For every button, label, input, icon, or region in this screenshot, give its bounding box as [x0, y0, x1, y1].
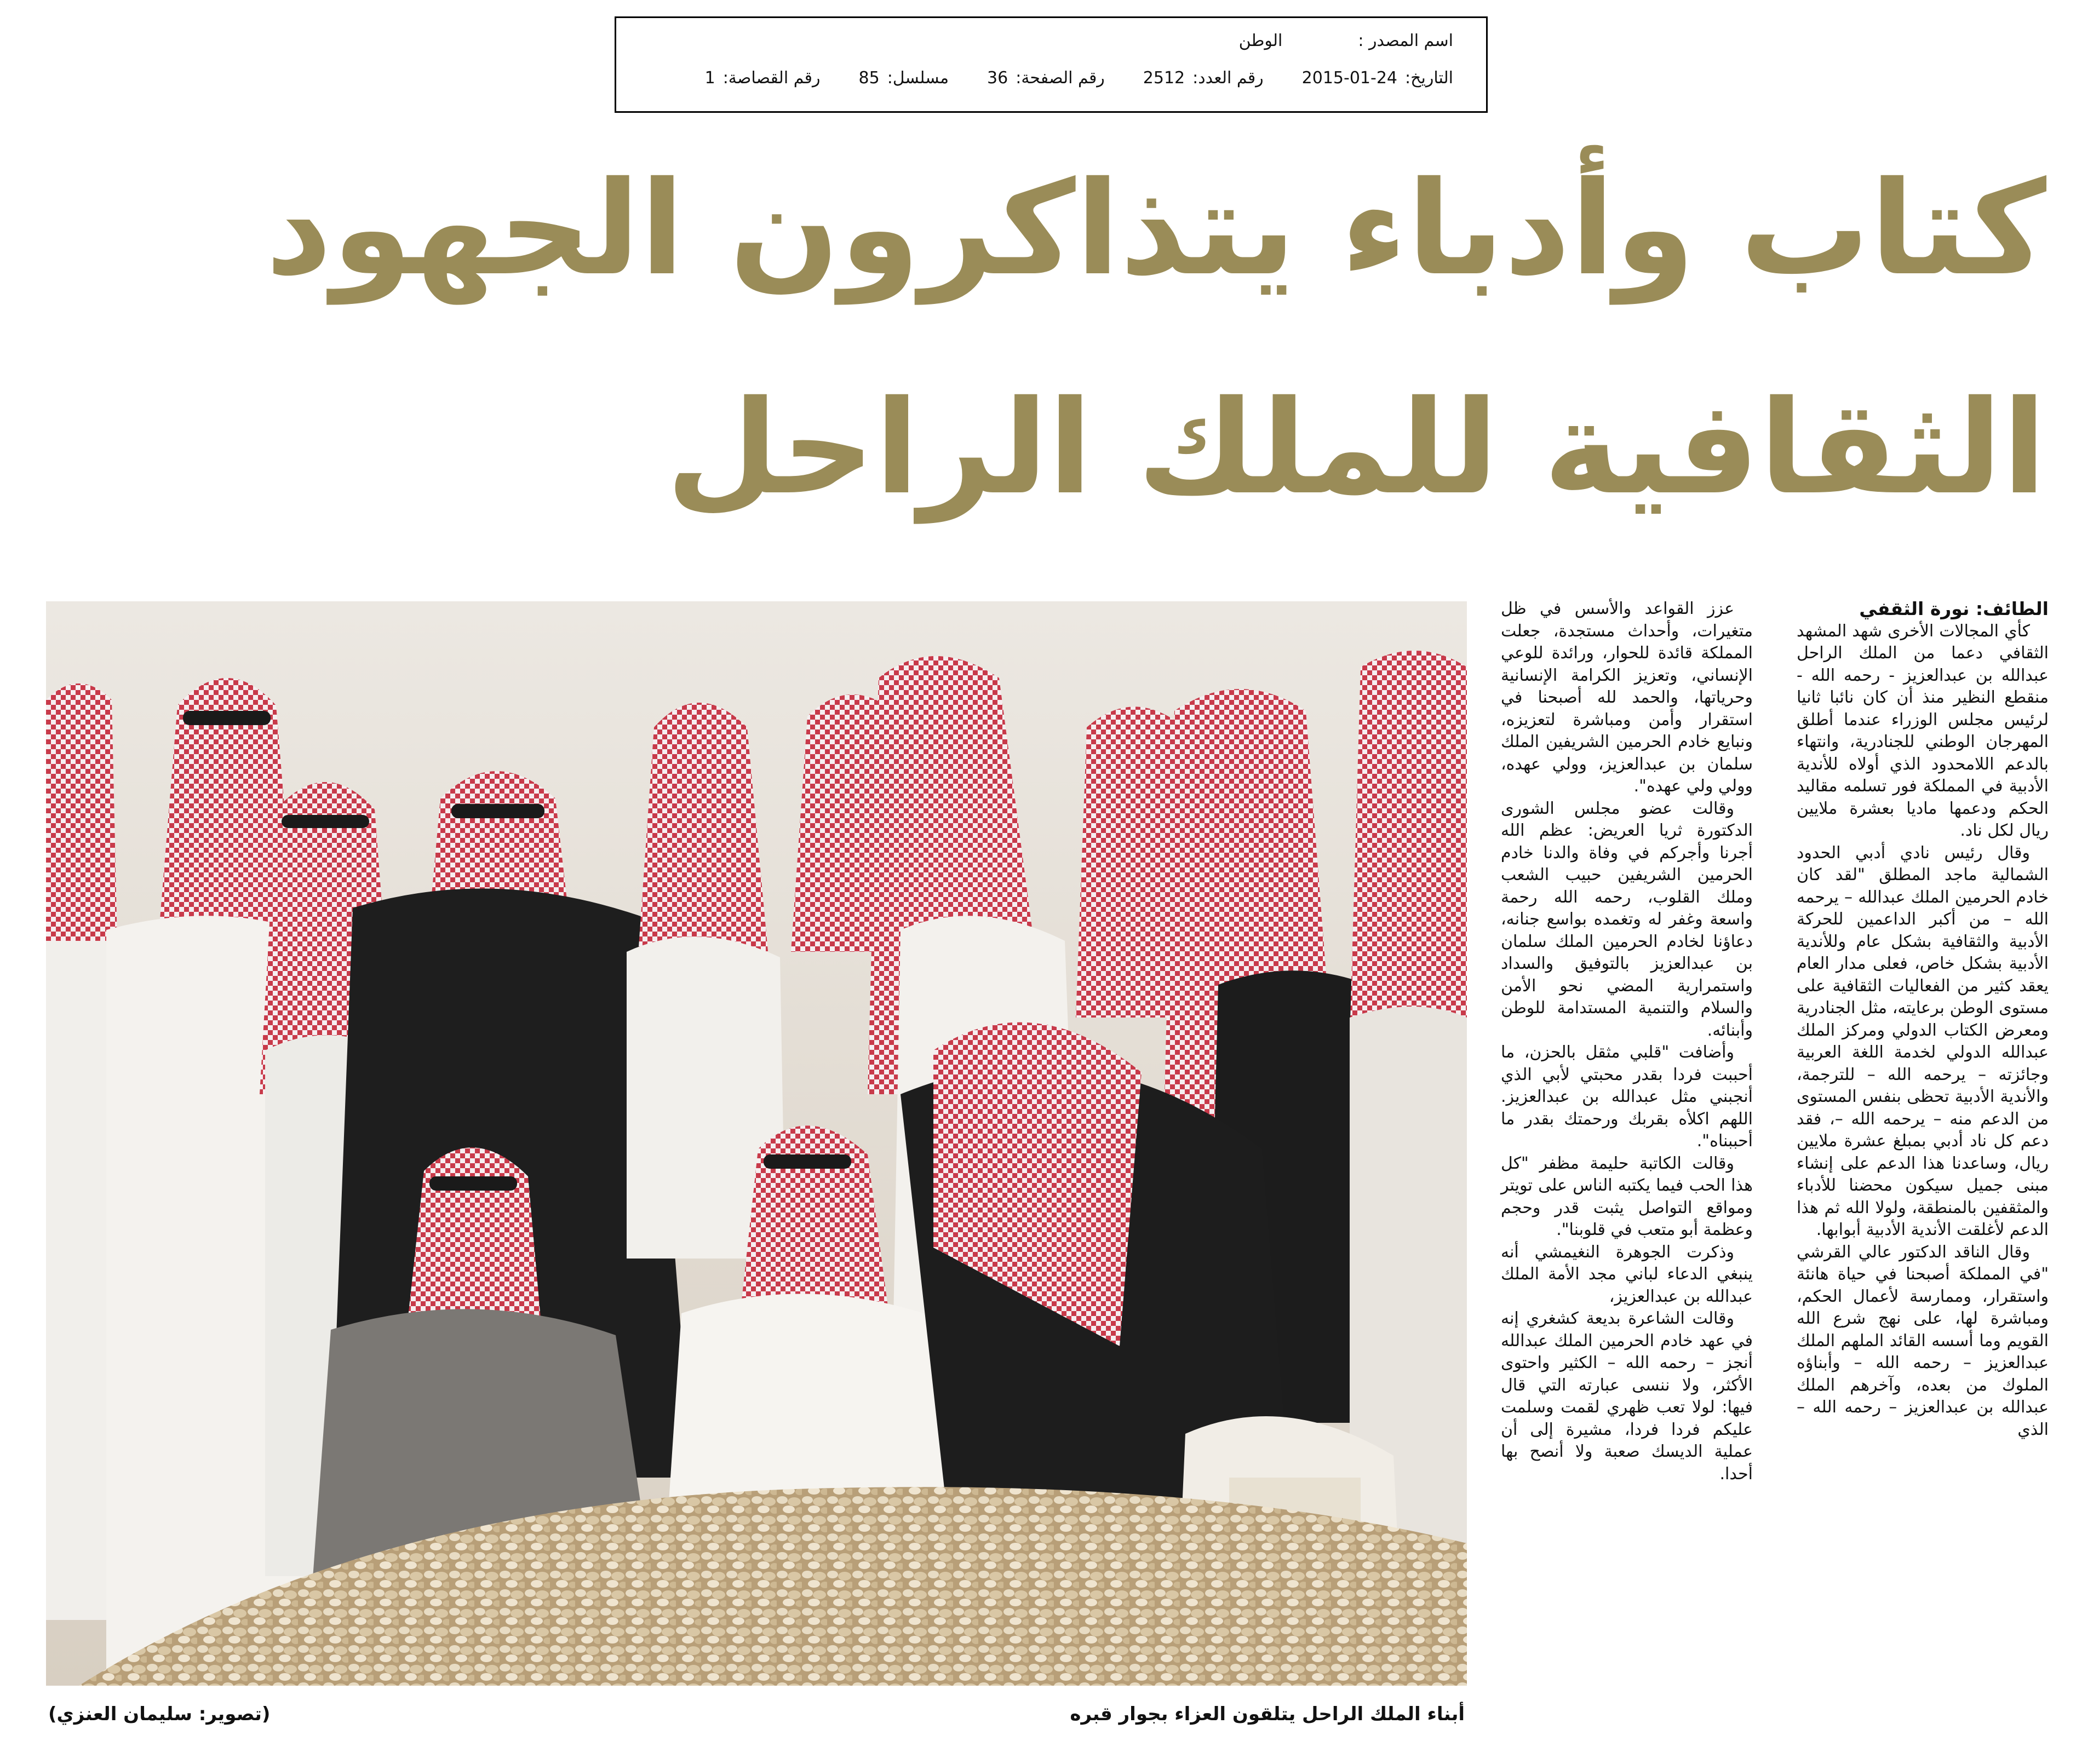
page-field	[987, 68, 1105, 88]
headline-line-1: كتاب وأدباء يتذاكرون الجهود	[265, 153, 2046, 304]
paragraph: وقالت الشاعرة بديعة كشغري إنه في عهد خادم الحرمين الملك عبدالله أنجز – رحمه الله – الكثير واحتوى الأكثر، ولا ننسى عبارته التي قال فيها: لولا تعب ظهري لقمت وسلمت عليكم فردا فردا، مشيرة إلى أن عملية الديسك صعبة ولا أنصح بها أحدا.	[1501, 1309, 1753, 1484]
clip-label: رقم القصاصة:	[722, 68, 821, 88]
paragraph: وقالت عضو مجلس الشورى الدكتورة ثريا العريض: عظم الله أجرنا وأجركم في وفاة والدنا خادم الحرمين الشريفين حبيب الشعب وملك القلوب، رحمه الله رحمة واسعة وغفر له وتغمده بواسع جنانه، دعاؤنا لخادم الحرمين الملك سلمان بن عبدالعزيز بالتوفيق والسداد واستمرارية المضي نحو الأمن والسلام والتنمية المستدامة للوطن وأبنائه.	[1501, 798, 1753, 1040]
source-name-label: اسم المصدر :	[1358, 31, 1453, 50]
source-meta-row	[649, 68, 1453, 88]
date-field	[1302, 68, 1453, 88]
paragraph: وقال رئيس نادي أدبي الحدود الشمالية ماجد المطلق "لقد كان خادم الحرمين الملك عبدالله – يرحمه الله – من أكبر الداعمين للحركة الأدبية والثقافية بشكل عام وللأندية الأدبية بشكل خاص، فعلى مدار العام يعقد كثير من الفعاليات الثقافية على مستوى الوطن برعايته، مثل الجنادرية ومعرض الكتاب الدولي ومركز الملك عبدالله الدولي لخدمة اللغة العربية وجائزته – يرحمه الله – للترجمة، والأندية الأدبية تحظى بنفس المستوى من الدعم منه – يرحمه الله –، فقد دعم كل ناد أدبي بمبلغ عشرة ملايين ريال، وساعدنا هذا الدعم على إنشاء مبنى جميل سيكون محضنا للأدباء والمثقفين بالمنطقة، ولولا الله ثم هذا الدعم لأغلقت الأندية الأدبية أبوابها.	[1797, 843, 2049, 1239]
headline-line-2: الثقافية للملك الراحل	[666, 372, 2046, 523]
serial-value: 85	[858, 68, 880, 88]
serial-label: مسلسل:	[887, 68, 949, 88]
serial-field	[859, 68, 949, 88]
issue-field	[1143, 68, 1264, 88]
issue-label: رقم العدد:	[1192, 68, 1264, 88]
article-column-2	[1501, 598, 1753, 1485]
page-value: 36	[987, 68, 1008, 88]
source-info-box	[615, 16, 1488, 113]
paragraph: عزز القواعد والأسس في ظل متغيرات، وأحداث مستجدة، جعلت المملكة قائدة للحوار، ورائدة للوعي الإنساني، وتعزيز الكرامة الإنسانية وحرياتها، والحمد لله أصبحنا في استقرار وأمن ومباشرة لتعزيزه، ونبايع خادم الحرمين الشريفين الملك سلمان بن عبدالعزيز، وولي عهده، وولي ولي عهده".	[1501, 599, 1753, 796]
news-photo	[46, 601, 1467, 1686]
issue-value: 2512	[1143, 68, 1185, 88]
paragraph: وقالت الكاتبة حليمة مظفر "كل هذا الحب فيما يكتبه الناس على تويتر ومواقع التواصل يثبت قدر وحجم وعظمة أبو متعب في قلوبنا".	[1501, 1153, 1753, 1239]
paragraph: وأضافت "قلبي مثقل بالحزن، ما أحببت فردا بقدر محبتي لأبي الذي أنجبني مثل عبدالله بن عبدالعزيز. اللهم اكلأه بقربك ورحمتك بقدر ما أحببناه".	[1501, 1043, 1753, 1151]
source-name-row	[649, 31, 1453, 50]
source-name-value: الوطن	[1238, 31, 1283, 50]
clip-field	[705, 68, 821, 88]
date-value: 2015-01-24	[1301, 68, 1398, 88]
page-label: رقم الصفحة:	[1016, 68, 1105, 88]
clip-value: 1	[704, 68, 715, 88]
article-column-1	[1797, 598, 2049, 1441]
paragraph: وقال الناقد الدكتور عالي القرشي "في المملكة أصبحنا في حياة هانئة واستقرار، وممارسة لأعمال الحكم، ومباشرة لها، على نهج شرع الله القويم وما أسسه القائد الملهم الملك عبدالعزيز – رحمه الله – وأبناؤه الملوك من بعده، وآخرهم الملك عبدالله بن عبدالعزيز – رحمه الله – الذي	[1797, 1242, 2049, 1439]
byline: الطائف: نورة الثقفي	[1859, 598, 2049, 619]
photo-credit: (تصوير: سليمان العنزي)	[48, 1703, 271, 1725]
paragraph: كأي المجالات الأخرى شهد المشهد الثقافي دعما من الملك الراحل عبدالله بن عبدالعزيز - رحمه الله - منقطع النظير منذ أن كان نائبا ثانيا لرئيس مجلس الوزراء عندما أطلق المهرجان الوطني للجنادرية، وانتهاء بالدعم اللامحدود الذي أولاه للأندية الأدبية في المملكة فور تسلمه مقاليد الحكم ودعمها ماديا بعشرة ملايين ريال لكل ناد.	[1797, 621, 2049, 840]
photo-caption: أبناء الملك الراحل يتلقون العزاء بجوار قبره	[1070, 1703, 1465, 1725]
paragraph: وذكرت الجوهرة النغيمشي أنه ينبغي الدعاء لباني مجد الأمة الملك عبدالله بن عبدالعزيز،	[1501, 1242, 1753, 1306]
date-label: التاريخ:	[1405, 68, 1453, 88]
